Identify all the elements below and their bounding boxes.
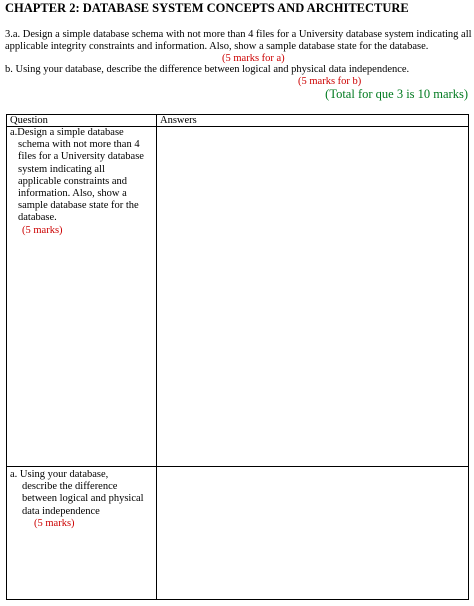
question-3a-line-1: 3.a. Design a simple database schema with not more than 4 files for a University database system indicating all xyxy=(5,29,472,40)
question-b-line: between logical and physical xyxy=(22,493,144,505)
answer-cell-a[interactable] xyxy=(157,127,469,467)
question-a-line: sample database state for the xyxy=(18,200,139,212)
table-row xyxy=(7,127,469,467)
column-header-question: Question xyxy=(7,115,157,127)
question-cell-b xyxy=(7,467,157,600)
question-b-marks: (5 marks) xyxy=(34,517,75,529)
table-header-row xyxy=(7,115,469,127)
question-a-line: schema with not more than 4 xyxy=(18,139,140,151)
chapter-title: CHAPTER 2: DATABASE SYSTEM CONCEPTS AND ARCHITECTURE xyxy=(5,1,409,15)
answer-cell-b[interactable] xyxy=(157,467,469,600)
question-a-line: information. Also, show a xyxy=(18,188,127,200)
question-b-line: data independence xyxy=(22,505,100,517)
question-b-line: a. Using your database, xyxy=(10,469,109,480)
column-header-answers: Answers xyxy=(157,115,469,127)
total-marks: (Total for que 3 is 10 marks) xyxy=(325,87,468,101)
answer-table xyxy=(6,114,469,600)
question-cell-a xyxy=(7,127,157,467)
question-a-line: system indicating all xyxy=(18,163,105,175)
question-3a-line-2: applicable integrity constraints and information. Also, show a sample database state for the database. xyxy=(5,41,429,52)
question-3b-marks: (5 marks for b) xyxy=(298,76,362,87)
question-3a-marks: (5 marks for a) xyxy=(222,53,285,64)
table-row xyxy=(7,467,469,600)
question-a-line: database. xyxy=(18,212,57,224)
question-a-line: applicable constraints and xyxy=(18,175,128,187)
question-a-marks: (5 marks) xyxy=(22,224,63,236)
question-a-line: a.Design a simple database xyxy=(10,127,124,138)
question-a-line: files for a University database xyxy=(18,151,144,163)
question-b-line: describe the difference xyxy=(22,481,118,493)
question-3b-line-1: b. Using your database, describe the difference between logical and physical data independence. xyxy=(5,64,410,75)
